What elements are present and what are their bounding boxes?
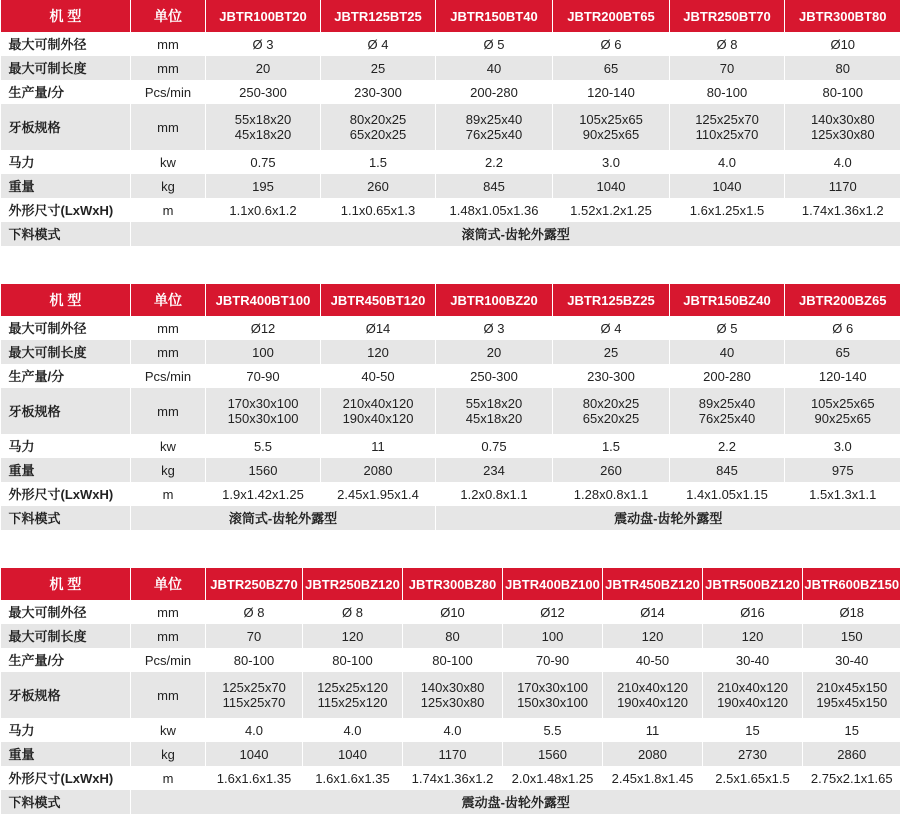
cell-value: Ø 4	[553, 316, 670, 340]
cell-line: 65x20x25	[349, 127, 407, 142]
cell-value	[321, 388, 436, 434]
cell-value: 70	[670, 56, 785, 80]
cell-value: 1.5	[321, 150, 436, 174]
cell-value: Ø18	[803, 600, 900, 624]
spec-table-1	[0, 0, 900, 246]
cell-line: 55x18x20	[465, 396, 523, 411]
header-model-name: JBTR450BZ120	[603, 568, 703, 600]
cell-value	[803, 672, 900, 718]
row-unit: Pcs/min	[131, 364, 206, 388]
cell-line: 140x30x80	[420, 680, 485, 695]
cell-line: 125x25x70	[222, 680, 286, 695]
cell-value: 4.0	[403, 718, 503, 742]
row-unit: mm	[131, 624, 206, 648]
cell-value: 1560	[206, 458, 321, 482]
row-label: 马力	[1, 718, 131, 742]
header-model-name: JBTR250BZ70	[206, 568, 303, 600]
cell-value: 15	[703, 718, 803, 742]
cell-value	[785, 104, 900, 150]
cell-value	[670, 388, 785, 434]
cell-line: 140x30x80	[810, 112, 875, 127]
row-label: 重量	[1, 458, 131, 482]
cell-value: 4.0	[303, 718, 403, 742]
table-row	[1, 388, 900, 434]
cell-value: 1.2x0.8x1.1	[436, 482, 553, 506]
cell-value: 15	[803, 718, 900, 742]
cell-value: 1170	[403, 742, 503, 766]
mode-value: 滚筒式-齿轮外露型	[131, 506, 436, 530]
cell-value: 2730	[703, 742, 803, 766]
cell-value: Ø 8	[303, 600, 403, 624]
cell-value: 4.0	[206, 718, 303, 742]
row-label: 马力	[1, 434, 131, 458]
spec-table-2	[0, 284, 900, 530]
row-label: 牙板规格	[1, 388, 131, 434]
table-row	[1, 32, 900, 56]
cell-value: 845	[670, 458, 785, 482]
cell-line: 210x40x120	[617, 680, 688, 695]
cell-value: 2860	[803, 742, 900, 766]
cell-line: 190x40x120	[342, 411, 414, 426]
header-model-name: JBTR100BT20	[206, 0, 321, 32]
row-label: 外形尺寸(LxWxH)	[1, 482, 131, 506]
row-unit: kg	[131, 174, 206, 198]
mode-row	[1, 506, 900, 530]
table-row	[1, 434, 900, 458]
cell-value: 1.74x1.36x1.2	[785, 198, 900, 222]
header-model-name: JBTR500BZ120	[703, 568, 803, 600]
cell-value	[603, 672, 703, 718]
header-model-name: JBTR150BZ40	[670, 284, 785, 316]
cell-value: 100	[503, 624, 603, 648]
cell-value	[321, 104, 436, 150]
table-header-row	[1, 284, 900, 316]
cell-value: 11	[321, 434, 436, 458]
cell-value	[703, 672, 803, 718]
cell-value: 250-300	[436, 364, 553, 388]
table-row	[1, 600, 900, 624]
cell-value: 25	[321, 56, 436, 80]
cell-value: 1040	[553, 174, 670, 198]
cell-value: 20	[436, 340, 553, 364]
cell-value: 2.2	[670, 434, 785, 458]
cell-value: 40-50	[603, 648, 703, 672]
cell-value: Ø 4	[321, 32, 436, 56]
cell-line: 76x25x40	[698, 411, 756, 426]
cell-value: 3.0	[553, 150, 670, 174]
row-unit: mm	[131, 340, 206, 364]
header-model-name: JBTR125BT25	[321, 0, 436, 32]
row-label: 最大可制外径	[1, 32, 131, 56]
cell-line: 210x40x120	[342, 396, 414, 411]
cell-value: 975	[785, 458, 900, 482]
cell-value: 1040	[303, 742, 403, 766]
table-row	[1, 198, 900, 222]
cell-line: 80x20x25	[582, 396, 640, 411]
cell-line: 150x30x100	[517, 695, 588, 710]
cell-value: 2.2	[436, 150, 553, 174]
cell-line: 125x25x70	[695, 112, 759, 127]
header-model-name: JBTR125BZ25	[553, 284, 670, 316]
header-model-name: JBTR100BZ20	[436, 284, 553, 316]
row-label: 牙板规格	[1, 104, 131, 150]
cell-value: 2.5x1.65x1.5	[703, 766, 803, 790]
cell-value	[670, 104, 785, 150]
cell-value: 260	[321, 174, 436, 198]
header-model-name: JBTR150BT40	[436, 0, 553, 32]
cell-value: 120-140	[553, 80, 670, 104]
cell-value: 40	[436, 56, 553, 80]
cell-value: 1.4x1.05x1.15	[670, 482, 785, 506]
cell-value: 40-50	[321, 364, 436, 388]
cell-value: 3.0	[785, 434, 900, 458]
cell-value: Ø14	[321, 316, 436, 340]
cell-line: 89x25x40	[465, 112, 523, 127]
row-label: 最大可制长度	[1, 340, 131, 364]
row-label: 生产量/分	[1, 364, 131, 388]
cell-value: 2.0x1.48x1.25	[503, 766, 603, 790]
cell-line: 80x20x25	[349, 112, 407, 127]
cell-value: 5.5	[503, 718, 603, 742]
cell-value: 20	[206, 56, 321, 80]
row-unit: mm	[131, 388, 206, 434]
cell-value	[553, 388, 670, 434]
row-unit: mm	[131, 600, 206, 624]
header-unit-label: 单位	[131, 284, 206, 316]
table-row	[1, 80, 900, 104]
cell-value: 1170	[785, 174, 900, 198]
mode-label: 下料模式	[1, 790, 131, 814]
cell-value: 1.6x1.25x1.5	[670, 198, 785, 222]
cell-line: 170x30x100	[227, 396, 299, 411]
cell-value: 30-40	[703, 648, 803, 672]
row-unit: Pcs/min	[131, 80, 206, 104]
cell-line: 89x25x40	[698, 396, 756, 411]
row-unit: m	[131, 198, 206, 222]
cell-value: Ø 3	[436, 316, 553, 340]
row-label: 最大可制外径	[1, 600, 131, 624]
table-row	[1, 364, 900, 388]
table-row	[1, 766, 900, 790]
cell-value: Ø 6	[553, 32, 670, 56]
cell-value: Ø12	[206, 316, 321, 340]
cell-value: 5.5	[206, 434, 321, 458]
cell-value: 100	[206, 340, 321, 364]
cell-value: 230-300	[553, 364, 670, 388]
header-model-name: JBTR250BT70	[670, 0, 785, 32]
cell-value: 260	[553, 458, 670, 482]
row-unit: mm	[131, 56, 206, 80]
header-model-name: JBTR600BZ150	[803, 568, 900, 600]
table-row	[1, 56, 900, 80]
cell-value	[206, 388, 321, 434]
header-model-label: 机 型	[1, 0, 131, 32]
cell-value: 1.52x1.2x1.25	[553, 198, 670, 222]
cell-value	[436, 104, 553, 150]
header-model-name: JBTR300BT80	[785, 0, 900, 32]
table-row	[1, 482, 900, 506]
cell-value: 80-100	[670, 80, 785, 104]
row-unit: Pcs/min	[131, 648, 206, 672]
header-unit-label: 单位	[131, 568, 206, 600]
row-label: 重量	[1, 174, 131, 198]
cell-line: 210x40x120	[717, 680, 788, 695]
cell-value: 1.9x1.42x1.25	[206, 482, 321, 506]
row-unit: mm	[131, 672, 206, 718]
cell-value: 1.28x0.8x1.1	[553, 482, 670, 506]
mode-row	[1, 790, 900, 814]
table-row	[1, 742, 900, 766]
cell-value: 200-280	[436, 80, 553, 104]
cell-value: 845	[436, 174, 553, 198]
cell-line: 55x18x20	[234, 112, 292, 127]
table-row	[1, 458, 900, 482]
cell-value: 80-100	[785, 80, 900, 104]
cell-value: 234	[436, 458, 553, 482]
cell-value: Ø 6	[785, 316, 900, 340]
cell-value: 2080	[321, 458, 436, 482]
cell-line: 76x25x40	[465, 127, 523, 142]
cell-value: 0.75	[436, 434, 553, 458]
cell-value	[206, 104, 321, 150]
cell-value: 0.75	[206, 150, 321, 174]
cell-value: 1.74x1.36x1.2	[403, 766, 503, 790]
cell-value: 1.48x1.05x1.36	[436, 198, 553, 222]
cell-value: 120	[303, 624, 403, 648]
cell-value: 4.0	[670, 150, 785, 174]
cell-value: 11	[603, 718, 703, 742]
header-model-name: JBTR300BZ80	[403, 568, 503, 600]
cell-value: 40	[670, 340, 785, 364]
cell-value: 1.6x1.6x1.35	[206, 766, 303, 790]
cell-line: 90x25x65	[582, 127, 640, 142]
mode-value: 滚筒式-齿轮外露型	[131, 222, 900, 246]
header-unit-label: 单位	[131, 0, 206, 32]
cell-line: 115x25x120	[317, 695, 388, 710]
row-label: 最大可制长度	[1, 56, 131, 80]
cell-value: 120	[703, 624, 803, 648]
cell-line: 125x30x80	[810, 127, 875, 142]
row-unit: kg	[131, 458, 206, 482]
table-row	[1, 718, 900, 742]
cell-value: Ø 5	[670, 316, 785, 340]
row-unit: mm	[131, 104, 206, 150]
cell-value: 1560	[503, 742, 603, 766]
row-label: 最大可制外径	[1, 316, 131, 340]
cell-value: 2080	[603, 742, 703, 766]
mode-label: 下料模式	[1, 506, 131, 530]
cell-line: 170x30x100	[517, 680, 588, 695]
mode-row	[1, 222, 900, 246]
cell-line: 90x25x65	[814, 411, 871, 426]
mode-label: 下料模式	[1, 222, 131, 246]
row-unit: mm	[131, 316, 206, 340]
cell-value: 2.45x1.8x1.45	[603, 766, 703, 790]
header-model-name: JBTR250BZ120	[303, 568, 403, 600]
cell-value: 1.6x1.6x1.35	[303, 766, 403, 790]
table-row	[1, 174, 900, 198]
table-header-row	[1, 568, 900, 600]
header-model-name: JBTR450BT120	[321, 284, 436, 316]
header-model-label: 机 型	[1, 568, 131, 600]
header-model-name: JBTR400BZ100	[503, 568, 603, 600]
cell-line: 115x25x70	[222, 695, 286, 710]
table-row	[1, 316, 900, 340]
header-model-name: JBTR400BT100	[206, 284, 321, 316]
row-unit: mm	[131, 32, 206, 56]
cell-value: Ø 8	[206, 600, 303, 624]
table-row	[1, 340, 900, 364]
row-unit: kg	[131, 742, 206, 766]
cell-value: 1.5x1.3x1.1	[785, 482, 900, 506]
cell-value: 1.5	[553, 434, 670, 458]
cell-value	[403, 672, 503, 718]
row-unit: kw	[131, 718, 206, 742]
cell-value: 70	[206, 624, 303, 648]
row-label: 重量	[1, 742, 131, 766]
cell-value: Ø10	[403, 600, 503, 624]
row-label: 最大可制长度	[1, 624, 131, 648]
cell-value: 65	[553, 56, 670, 80]
cell-value: Ø12	[503, 600, 603, 624]
cell-value: 70-90	[206, 364, 321, 388]
mode-value: 震动盘-齿轮外露型	[436, 506, 900, 530]
cell-value: 30-40	[803, 648, 900, 672]
header-model-name: JBTR200BT65	[553, 0, 670, 32]
row-label: 马力	[1, 150, 131, 174]
cell-value: 80	[785, 56, 900, 80]
cell-value: 120	[603, 624, 703, 648]
cell-value: 80-100	[303, 648, 403, 672]
cell-value: Ø10	[785, 32, 900, 56]
cell-value: 65	[785, 340, 900, 364]
table-row	[1, 150, 900, 174]
row-label: 外形尺寸(LxWxH)	[1, 198, 131, 222]
cell-value: 200-280	[670, 364, 785, 388]
row-label: 外形尺寸(LxWxH)	[1, 766, 131, 790]
cell-value: 80	[403, 624, 503, 648]
row-unit: m	[131, 766, 206, 790]
mode-value: 震动盘-齿轮外露型	[131, 790, 900, 814]
row-unit: m	[131, 482, 206, 506]
cell-value: Ø 3	[206, 32, 321, 56]
cell-line: 45x18x20	[234, 127, 292, 142]
cell-line: 105x25x65	[810, 396, 875, 411]
row-unit: kw	[131, 434, 206, 458]
cell-value: 70-90	[503, 648, 603, 672]
cell-line: 125x30x80	[420, 695, 485, 710]
cell-line: 210x45x150	[816, 680, 888, 695]
cell-value: 80-100	[206, 648, 303, 672]
cell-line: 45x18x20	[465, 411, 523, 426]
cell-value: 80-100	[403, 648, 503, 672]
row-label: 生产量/分	[1, 80, 131, 104]
cell-value: 2.75x2.1x1.65	[803, 766, 900, 790]
cell-value	[503, 672, 603, 718]
cell-line: 190x40x120	[617, 695, 688, 710]
spec-table-3	[0, 568, 900, 814]
table-row	[1, 672, 900, 718]
cell-value: 230-300	[321, 80, 436, 104]
table-row	[1, 648, 900, 672]
cell-value: 120-140	[785, 364, 900, 388]
cell-line: 150x30x100	[227, 411, 299, 426]
cell-line: 105x25x65	[579, 112, 643, 127]
cell-line: 190x40x120	[717, 695, 788, 710]
cell-value: 1040	[206, 742, 303, 766]
table-header-row	[1, 0, 900, 32]
header-model-label: 机 型	[1, 284, 131, 316]
cell-line: 195x45x150	[816, 695, 888, 710]
cell-value: 195	[206, 174, 321, 198]
cell-value	[206, 672, 303, 718]
cell-value	[436, 388, 553, 434]
cell-value: 150	[803, 624, 900, 648]
row-label: 生产量/分	[1, 648, 131, 672]
header-model-name: JBTR200BZ65	[785, 284, 900, 316]
row-unit: kw	[131, 150, 206, 174]
cell-value: 1.1x0.6x1.2	[206, 198, 321, 222]
table-row	[1, 104, 900, 150]
cell-value	[303, 672, 403, 718]
cell-value: Ø 8	[670, 32, 785, 56]
cell-value: Ø 5	[436, 32, 553, 56]
cell-line: 110x25x70	[695, 127, 759, 142]
cell-value: 2.45x1.95x1.4	[321, 482, 436, 506]
cell-value: 4.0	[785, 150, 900, 174]
table-row	[1, 624, 900, 648]
cell-value: Ø16	[703, 600, 803, 624]
row-label: 牙板规格	[1, 672, 131, 718]
cell-value: 1040	[670, 174, 785, 198]
cell-value: 250-300	[206, 80, 321, 104]
cell-value: Ø14	[603, 600, 703, 624]
cell-value	[785, 388, 900, 434]
cell-value: 120	[321, 340, 436, 364]
cell-value	[553, 104, 670, 150]
cell-value: 1.1x0.65x1.3	[321, 198, 436, 222]
cell-value: 25	[553, 340, 670, 364]
cell-line: 125x25x120	[317, 680, 388, 695]
cell-line: 65x20x25	[582, 411, 640, 426]
